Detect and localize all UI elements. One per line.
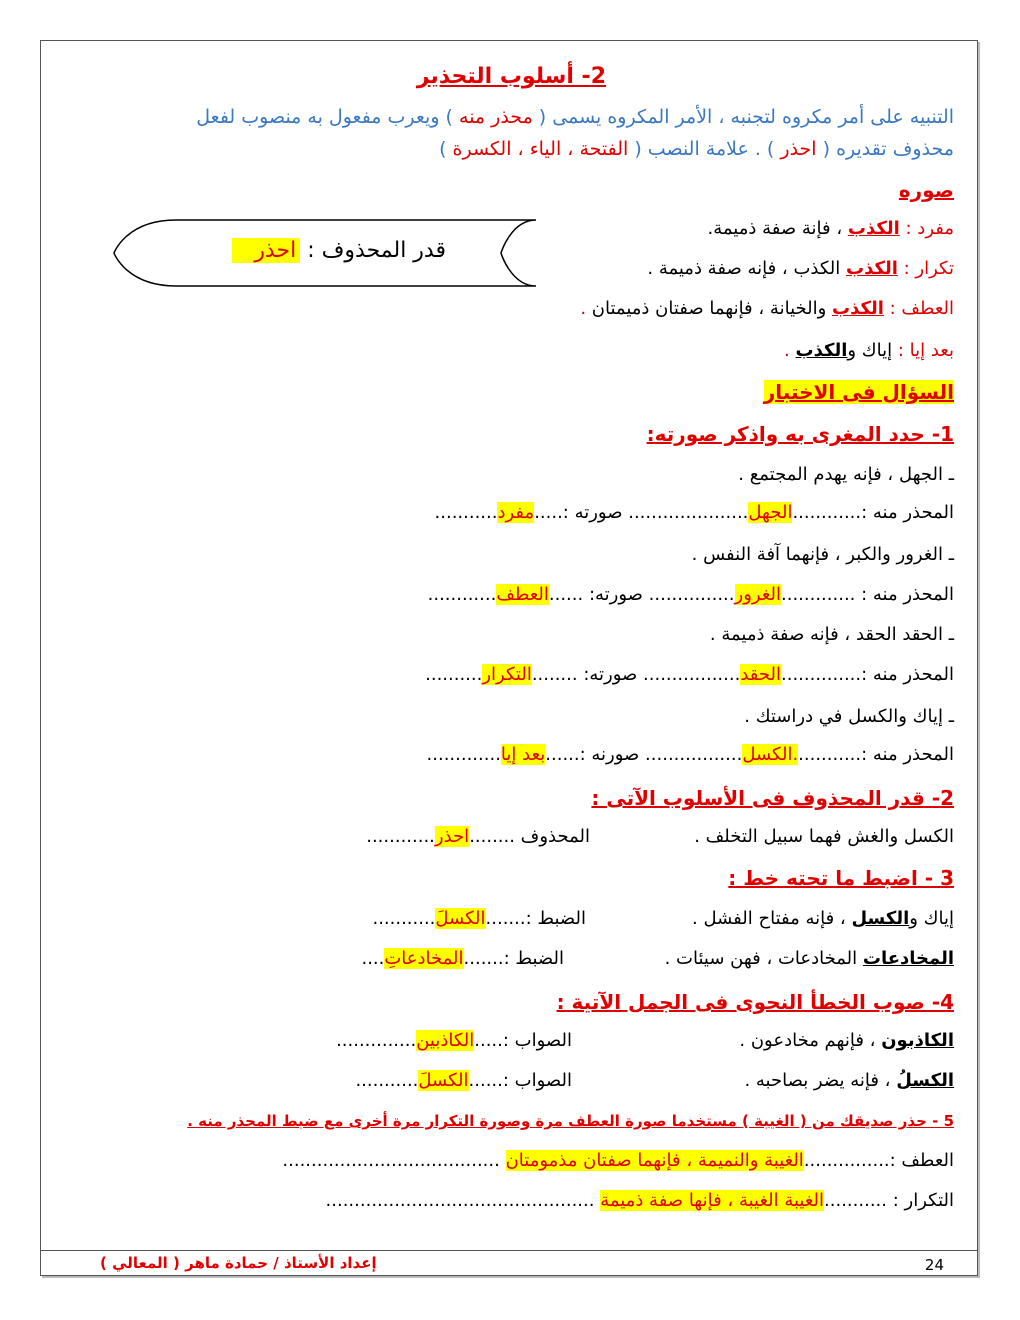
- q4-answer-row-2: الصواب :......الكسلَ...........: [355, 1070, 572, 1091]
- callout-box: [106, 216, 536, 290]
- form-single: مفرد : الكذب ، فإنة صفة ذميمة.: [707, 218, 954, 239]
- test-heading: السؤال فى الاختبار: [763, 380, 954, 404]
- q3-answer-row-1: الضبط :.......الكسلَ...........: [372, 908, 586, 929]
- callout-answer: احذر: [232, 238, 300, 263]
- q4-sentence-2: الكسلُ ، فإنه يضر بصاحبه .: [744, 1070, 954, 1091]
- q5-conj-row: العطف :...............الغيبة والنميمة ، فإنهما صفتان مذمومتان ......................................: [282, 1150, 954, 1171]
- page-title: 2- أسلوب التحذير: [416, 64, 606, 89]
- q2-answer-row: المحذوف ........احذر............: [366, 826, 590, 847]
- form-conj: العطف : الكذب والخيانة ، فإنهما صفتان ذميمتان .: [580, 298, 954, 319]
- q3-answer-row-2: الضبط :.......المخادعاتِ....: [361, 948, 564, 969]
- q1-answer-row-4: المحذر منه :............الكسل................. صورنه :......بعد إيا.............: [426, 744, 954, 765]
- form-iyya: بعد إيا : إياك والكذب .: [784, 340, 954, 361]
- definition-line-1: التنبيه على أمر مكروه لتجنبه ، الأمر المكروه يسمى ( محذر منه ) ويعرب مفعول به منصوب لفعل: [196, 106, 954, 128]
- q3-sentence-1: إياك والكسل ، فإنه مفتاح الفشل .: [692, 908, 954, 929]
- definition-line-2: محذوف تقديره ( احذر ) . علامة النصب ( الفتحة ، الياء ، الكسرة ): [439, 138, 954, 160]
- q4-heading: 4- صوب الخطأ النحوى فى الجمل الآتية :: [556, 990, 954, 1014]
- q1-answer-row-1: المحذر منه :............الجهل..................... صورته :.....مفرد...........: [434, 502, 954, 523]
- forms-heading: صوره: [898, 178, 954, 202]
- q5-repeat-row: التكرار : ...........الغيبة الغيبة ، فإنها صفة ذميمة ...............................................: [325, 1190, 954, 1211]
- footer-divider: [40, 1250, 978, 1251]
- q1-heading: 1- حدد المغرى به واذكر صورته:: [646, 422, 954, 446]
- callout-text: قدر المحذوف : احذر: [232, 238, 446, 263]
- q4-answer-row-1: الصواب :.....الكاذبين..............: [336, 1030, 572, 1051]
- q2-heading: 2- قدر المحذوف فى الأسلوب الآتى :: [591, 786, 954, 810]
- q2-sentence: الكسل والغش فهما سبيل التخلف .: [694, 826, 954, 847]
- footer-author: إعداد الأستاذ / حمادة ماهر ( المعالي ): [100, 1254, 377, 1272]
- q1-answer-row-3: المحذر منه :..............الحقد................. صورته: ........التكرار..........: [425, 664, 954, 685]
- q4-sentence-1: الكاذبون ، فإنهم مخادعون .: [739, 1030, 954, 1051]
- q1-sentence-1: ـ الجهل ، فإنه يهدم المجتمع .: [738, 464, 954, 485]
- page-number: 24: [924, 1256, 944, 1274]
- q5-heading: 5 - حذر صديقك من ( الغيبة ) مستخدما صورة العطف مرة وصورة التكرار مرة أخرى مع ضبط المحذر منه .: [187, 1112, 954, 1130]
- q1-sentence-4: ـ إياك والكسل في دراستك .: [744, 706, 954, 727]
- q1-answer-row-2: المحذر منه : .............الغرور............... صورته: ......العطف............: [427, 584, 954, 605]
- q3-heading: 3 - اضبط ما تحته خط :: [728, 866, 954, 890]
- form-repeat: تكرار : الكذب الكذب ، فإنه صفة ذميمة .: [647, 258, 954, 279]
- q1-sentence-3: ـ الحقد الحقد ، فإنه صفة ذميمة .: [709, 624, 954, 645]
- q3-sentence-2: المخادعات المخادعات ، فهن سيئات .: [664, 948, 954, 969]
- q1-sentence-2: ـ الغرور والكبر ، فإنهما آفة النفس .: [691, 544, 954, 565]
